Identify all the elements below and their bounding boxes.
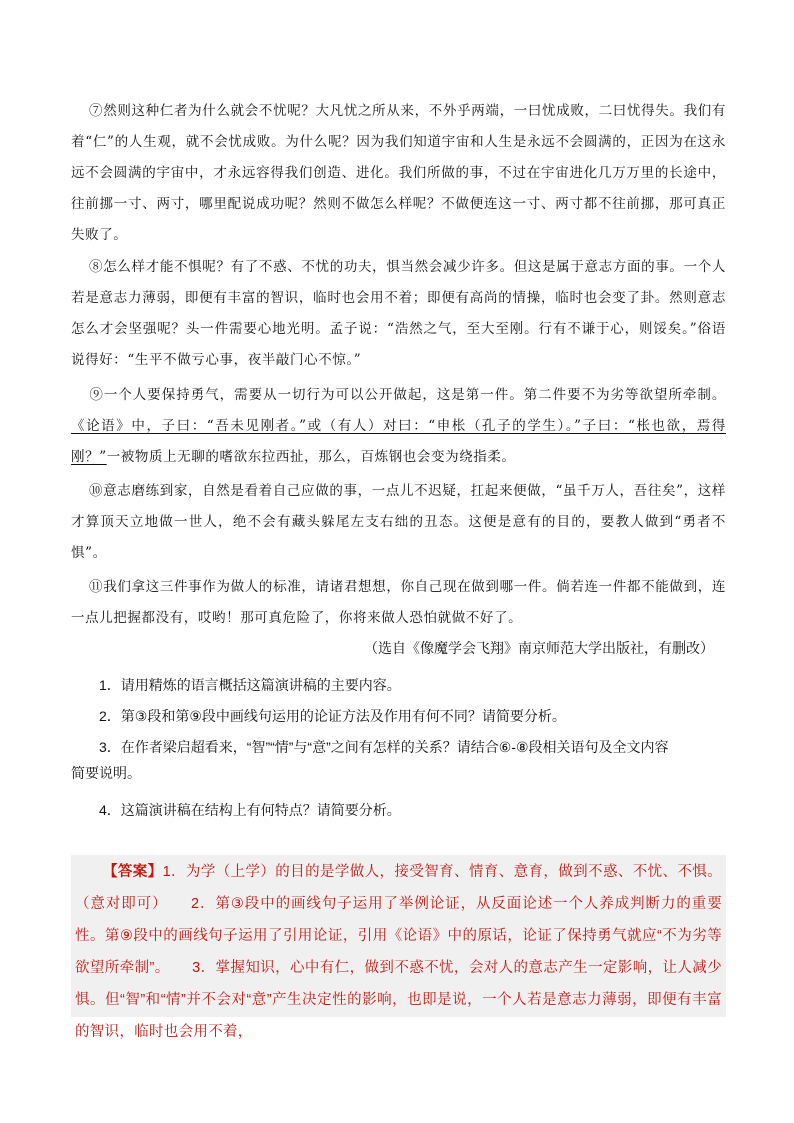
paragraph-10-text: ⑩意志磨练到家，自然是看着自己应做的事，一点儿不迟疑，扛起来便做，“虽千万人，吾往矣”，这样才算顶天立地做一世人，绝不会有藏头躲尾左支右绌的丑态。这便是意有的目的，要教人做到“勇者不惧”。 xyxy=(71,483,726,561)
paragraph-11 xyxy=(71,572,726,634)
paragraph-9-text-b: 一被物质上无聊的嗜欲东拉西扯，那么，百炼钢也会变为绕指柔。 xyxy=(106,449,516,465)
source-citation: （选自《像魔学会飞翔》南京师范大学出版社，有删改） xyxy=(364,640,714,656)
question-1: 1．请用精炼的语言概括这篇演讲稿的主要内容。 xyxy=(99,677,401,693)
question-4: 4．这篇演讲稿在结构上有何特点？请简要分析。 xyxy=(99,802,401,818)
answer-text: 1．为学（上学）的目的是学做人，接受智育、情育、意育，做到不惑、不忧、不惧。（意对即可） 2．第③段中的画线句子运用了举例论证，从反面论述一个人养成判断力的重要性。第⑨段中的画线句子运用了引用论证，引用《论语》中的原话，论证了保持勇气就应“不为劣等欲望所牵制”。 3．掌握知识，心中有仁，做到不惑不忧，会对人的意志产生一定影响，让人减少惧。但“智”和“情”并不会对“意”产生决定性的影响，也即是说，一个人若是意志力薄弱，即便有丰富的智识，临时也会用不着， xyxy=(75,864,722,1040)
question-3-line-2: 简要说明。 xyxy=(71,765,141,781)
answer-label: 【答案】 xyxy=(103,864,163,880)
question-3-line-1: 3．在作者梁启超看来，“智”“情”与“意”之间有怎样的关系？请结合⑥-⑧段相关语句及全文内容 xyxy=(99,739,669,755)
paragraph-7 xyxy=(71,96,726,251)
paragraph-9 xyxy=(71,380,726,473)
question-3 xyxy=(71,734,719,786)
paragraph-9-text-a: ⑨一个人要保持勇气，需要从一切行为可以公开做起，这是第一件。第二件要不为劣等欲望所牵制。 xyxy=(89,387,726,403)
answer-box xyxy=(71,855,726,1040)
answer-text-block xyxy=(71,855,726,1048)
question-2: 2．第③段和第⑨段中画线句运用的论证方法及作用有何不同？请简要分析。 xyxy=(99,708,566,724)
paragraph-8-text: ⑧怎么样才能不惧呢？有了不惑、不忧的功夫，惧当然会减少许多。但这是属于意志方面的事。一个人若是意志力薄弱，即便有丰富的智识，临时也会用不着；即便有高尚的情操，临时也会变了卦。然则意志怎么才会坚强呢？头一件需要心地光明。孟子说：“浩然之气，至大至刚。行有不谦于心，则馁矣。”俗语说得好：“生平不做亏心事，夜半敲门心不惊。” xyxy=(71,259,726,368)
paragraph-10 xyxy=(71,476,726,569)
paragraph-8 xyxy=(71,252,726,376)
paragraph-7-text: ⑦然则这种仁者为什么就会不忧呢？大凡忧之所从来，不外乎两端，一曰忧成败，二曰忧得失。我们有着“仁”的人生观，就不会忧成败。为什么呢？因为我们知道宇宙和人生是永远不会圆满的，正因为在这永远不会圆满的宇宙中，才永远容得我们创造、进化。我们所做的事，不过在宇宙进化几万万里的长途中，往前挪一寸、两寸，哪里配说成功呢？然则不做怎么样呢？不做便连这一寸、两寸都不往前挪，那可真正失败了。 xyxy=(71,103,726,243)
underlined-sentence: 《论语》中，子曰：“吾未见刚者。”或（有人）对曰：“申枨（孔子的学生）。”子曰：“枨也欲，焉得刚？” xyxy=(71,418,726,465)
paragraph-11-text: ⑪我们拿这三件事作为做人的标准，请诸君想想，你自己现在做到哪一件。倘若连一件都不能做到，连一点儿把握都没有，哎哟！那可真危险了，你将来做人恐怕就做不好了。 xyxy=(71,579,726,626)
